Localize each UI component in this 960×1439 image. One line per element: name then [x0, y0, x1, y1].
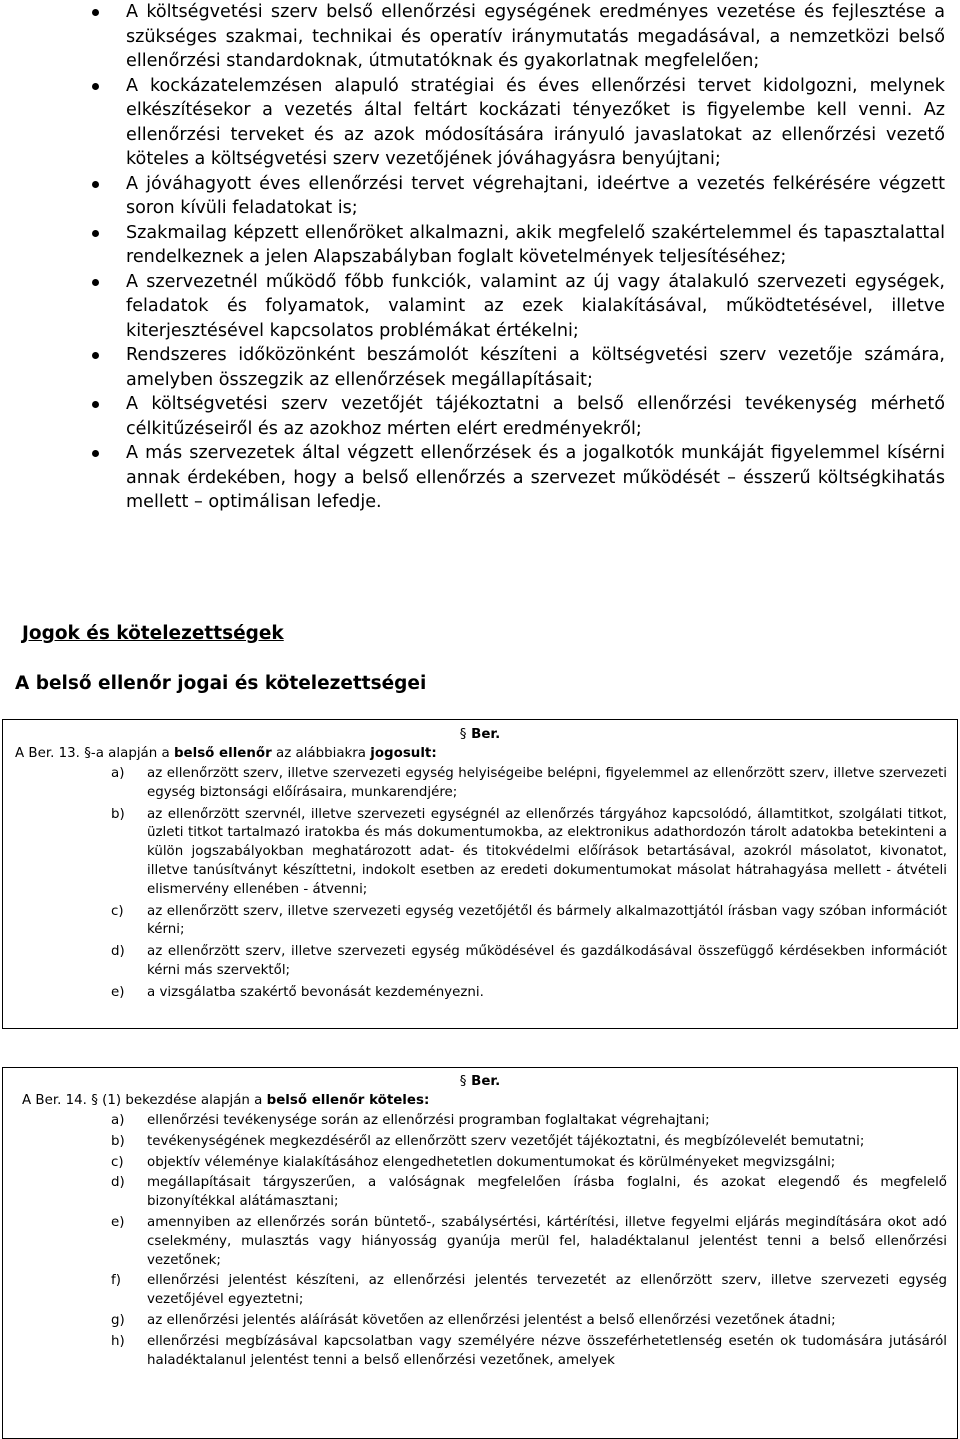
item-text: ellenőrzési jelentést készíteni, az ellenőrzési jelentés tervezetét az ellenőrzött szerv, illetve szervezeti egység vezetőjével egyeztetni; [147, 1273, 947, 1308]
bullet-dot-icon [92, 450, 99, 457]
item-text: objektív véleménye kialakításához elengedhetetlen dokumentumokat és körülményeket megvizsgálni; [147, 1154, 836, 1170]
bullet-text: A jóváhagyott éves ellenőrzési tervet végrehajtani, ideértve a vezetés felkérésére végzett soron kívüli feladatokat is; [126, 173, 945, 218]
item-text: ellenőrzési tevékenysége során az ellenőrzési programban foglaltakat végrehajtani; [147, 1113, 710, 1128]
bullet-text: A költségvetési szerv vezetőjét tájékoztatni a belső ellenőrzési tevékenység mérhető célkitűzéseiről és az azokhoz mérten elért eredményekről; [126, 394, 945, 439]
item-text: az ellenőrzési jelentés aláírását követően az ellenőrzési jelentést a belső ellenőrzési vezetőnek átadni; [147, 1312, 836, 1328]
bullet-item [126, 392, 945, 441]
law-reference-label: Ber. [471, 727, 501, 742]
item-label: g) [111, 1312, 125, 1328]
list-item [111, 1133, 947, 1152]
item-label: e) [111, 1214, 125, 1230]
item-text: az ellenőrzött szervnél, illetve szervezeti egységnél az ellenőrzés tárgyához kapcsolódó, államtitkot, szolgálati titkot, üzleti titkot tartalmazó iratokba és más dokumentumokba, az elektronikus adathordozón tárolt adatokba betekinteni a külön jogszabályokban meghatározott adat- és titokvédelmi előírások betartásával, azokról másolatot, kivonatot, illetve tanúsítványt készíttetni, indokolt esetben az eredeti dokumentumokat másolat hátrahagyása mellett - átvételi elismervény ellenében - átvenni; [147, 806, 947, 897]
list-item [111, 1154, 947, 1173]
bullet-item [126, 270, 945, 344]
item-label: f) [111, 1273, 121, 1289]
bullet-text: A kockázatelemzésen alapuló stratégiai és éves ellenőrzési tervet kidolgozni, melynek elkészítésekor a vezetés által feltárt kockázati tényezőket is figyelembe kell venni. Az ellenőrzési terveket és az azok módosítására irányuló javaslatokat az ellenőrzési vezető köteles a költségvetési szerv vezetőjének jóváhagyásra benyújtani; [126, 75, 945, 169]
legal-reference-box-rights [2, 719, 958, 1029]
list-item [111, 1333, 947, 1371]
item-text: tevékenységének megkezdéséről az ellenőrzött szerv vezetőjét tájékoztatni, és megbízólevelét bemutatni; [147, 1133, 865, 1149]
bullet-item [126, 221, 945, 270]
bullet-item [126, 0, 945, 74]
item-label: b) [111, 1133, 125, 1149]
list-item [111, 1272, 947, 1310]
intro-bold-text: belső ellenőr köteles: [266, 1093, 430, 1108]
section-sign: § [459, 1074, 467, 1089]
bullet-text: Rendszeres időközönként beszámolót készíteni a költségvetési szerv vezetője számára, amelyben összegzik az ellenőrzések megállapításait; [126, 345, 945, 390]
item-text: a vizsgálatba szakértő bevonását kezdeményezni. [147, 984, 484, 1000]
bullet-text: Szakmailag képzett ellenőröket alkalmazni, akik megfelelő szakértelemmel és tapasztalattal rendelkeznek a jelen Alapszabályban foglalt követelmények teljesítéséhez; [126, 222, 945, 267]
item-label: d) [111, 1175, 125, 1191]
list-item [111, 984, 947, 1003]
section-sign: § [91, 1093, 98, 1108]
bullet-text: A költségvetési szerv belső ellenőrzési egységének eredményes vezetése és fejlesztése a szükséges szakmai, technikai és operatív iránymutatás megadásával, a nemzetközi belső ellenőrzési standardoknak, útmutatóknak és gyakorlatnak megfelelően; [126, 2, 945, 71]
item-label: d) [111, 944, 125, 960]
list-item [111, 903, 947, 941]
bullet-dot-icon [92, 279, 99, 286]
item-text: az ellenőrzött szerv, illetve szervezeti egység helyiségeibe belépni, figyelemmel az ellenőrzött szerv, illetve szervezeti egység biztonsági előírásaira, munkarendjére; [147, 766, 947, 800]
bullet-text: A más szervezetek által végzett ellenőrzések és a jogalkotók munkáját figyelemmel kísérni annak érdekében, hogy a belső ellenőrzés a szervezet működését – ésszerű költségkihatás mellett – optimálisan lefedje. [126, 443, 945, 512]
item-text: az ellenőrzött szerv, illetve szervezeti egység működésével és gazdálkodásával összefüggő kérdésekben információt kérni más szervektől; [147, 944, 947, 978]
bullet-dot-icon [92, 230, 99, 237]
intro-text: A Ber. 13. [15, 746, 85, 761]
list-item [111, 1174, 947, 1212]
bullet-item [126, 441, 945, 515]
intro-text: az alábbiakra [271, 746, 371, 761]
bullet-dot-icon [92, 181, 99, 188]
list-item [111, 806, 947, 900]
intro-text: (1) bekezdése alapján a [97, 1093, 267, 1108]
intro-bold-text: belső ellenőr [173, 746, 272, 761]
bullet-text: A szervezetnél működő főbb funkciók, valamint az új vagy átalakuló szervezeti egységek, feladatok és folyamatok, valamint az ezek kialakításával, működtetésével, illetve kiterjesztésével kapcsolatos problémákat értékelni; [126, 271, 945, 341]
rights-intro [15, 745, 437, 764]
item-text: ellenőrzési megbízásával kapcsolatban vagy személyére nézve összeférhetetlenség esetén ok tudomására jutásáról haladéktalanul jelentést tenni a belső ellenőrzési vezetőnek, amelyek [147, 1333, 947, 1368]
item-label: c) [111, 903, 124, 919]
subsection-title: A belső ellenőr jogai és kötelezettségei [15, 673, 427, 694]
bullet-item [126, 343, 945, 392]
item-text: az ellenőrzött szerv, illetve szervezeti egység vezetőjétől és bármely alkalmazottjától írásban vagy szóban információt kérni; [147, 903, 947, 938]
item-text: megállapításait tárgyszerűen, a valóságnak megfelelően írásba foglalni, és azokat elegendő és megfelelő bizonyítékkal alátámasztani; [147, 1175, 947, 1210]
intro-text: A Ber. 14. [22, 1093, 92, 1108]
section-title: Jogok és kötelezettségek [22, 623, 284, 644]
item-label: b) [111, 806, 125, 822]
obligations-intro [22, 1092, 429, 1111]
item-label: c) [111, 1154, 124, 1170]
bullet-dot-icon [92, 352, 99, 359]
bullet-item [126, 74, 945, 172]
law-reference-heading [3, 1073, 957, 1092]
intro-text: -a alapján a [90, 746, 174, 761]
legal-reference-box-obligations [2, 1067, 958, 1439]
section-sign: § [459, 727, 467, 742]
bullet-dot-icon [92, 9, 99, 16]
intro-bold-text: jogosult: [370, 746, 437, 761]
bullet-dot-icon [92, 83, 99, 90]
list-item [111, 1112, 947, 1131]
bullet-dot-icon [92, 401, 99, 408]
item-label: h) [111, 1333, 125, 1349]
list-item [111, 765, 947, 803]
item-label: a) [111, 1113, 125, 1128]
item-label: a) [111, 766, 125, 781]
bullet-item [126, 172, 945, 221]
item-label: e) [111, 984, 125, 1000]
responsibilities-bullet-list [0, 0, 960, 515]
law-reference-heading [3, 726, 957, 745]
item-text: amennyiben az ellenőrzés során büntető-, szabálysértési, kártérítési, illetve fegyelmi eljárás megindítására okot adó cselekmény, mulasztás vagy hiányosság gyanúja merül fel, haladéktalanul jelentést tenni a belső ellenőrzési vezetőnek; [147, 1214, 947, 1268]
law-reference-label: Ber. [471, 1074, 501, 1089]
list-item [111, 1214, 947, 1270]
list-item [111, 943, 947, 981]
section-sign: § [84, 746, 91, 761]
list-item [111, 1312, 947, 1331]
rights-list [3, 765, 957, 1006]
obligations-list [3, 1112, 957, 1372]
